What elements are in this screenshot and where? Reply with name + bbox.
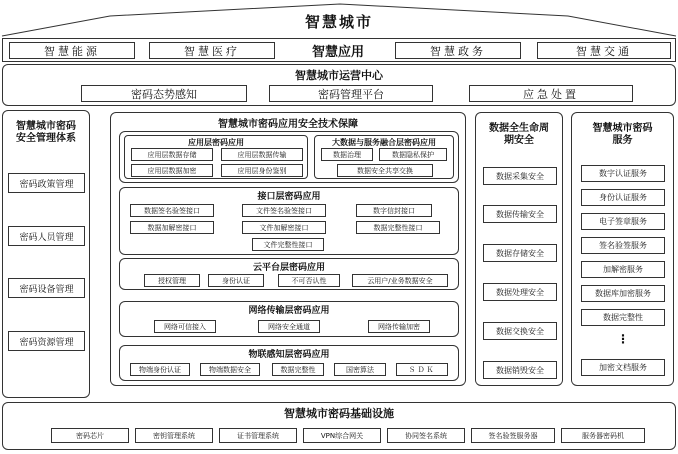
domain-application: 智慧应用: [311, 45, 364, 60]
data-lifecycle-title: 数据全生命周 期安全: [489, 122, 549, 146]
iot-layer-title: 物联感知层密码应用: [248, 350, 330, 360]
personnel-management: 密码人员管理: [8, 226, 85, 246]
bigdata-box: [314, 135, 454, 179]
digital-cert-service: 数字认证服务: [581, 165, 665, 182]
cloud-layer-box: [119, 258, 459, 290]
data-integrity-interface: 数据完整性接口: [356, 221, 440, 234]
app-identity-auth: 应用层身份鉴别: [221, 164, 303, 177]
vpn-gateway: VPN综合网关: [303, 428, 381, 443]
data-exchange-security: 数据交换安全: [483, 322, 557, 340]
data-transfer-security: 数据传输安全: [483, 205, 557, 223]
encrypted-doc-service: 加密文档服务: [581, 359, 665, 376]
non-repudiation: 不可否认性: [278, 274, 340, 287]
cloud-identity-auth: 身份认证: [208, 274, 264, 287]
file-sign-verify-interface: 文件签名验签接口: [242, 204, 326, 217]
server-crypto-machine: 服务器密码机: [561, 428, 645, 443]
sign-verify-service: 签名验签服务: [581, 237, 665, 254]
domain-traffic: 智慧交通: [537, 42, 671, 59]
ops-management-platform: 密码管理平台: [269, 85, 433, 102]
crypto-chip: 密码芯片: [51, 428, 129, 443]
crypto-services-panel: [571, 112, 674, 386]
app-layer-title: 应用层密码应用: [188, 137, 244, 147]
app-bigdata-group: [119, 131, 459, 183]
file-integrity-interface: 文件完整性接口: [252, 238, 324, 251]
collaborative-signing-system: 协同签名系统: [387, 428, 465, 443]
data-lifecycle-panel: [475, 112, 563, 386]
network-layer-title: 网络传输层密码应用: [248, 306, 330, 316]
data-privacy: 数据隐私保护: [379, 148, 447, 161]
data-destruction-security: 数据销毁安全: [483, 361, 557, 379]
app-layer-box: [124, 135, 308, 179]
ops-center-panel: [2, 64, 676, 106]
data-integrity-service: 数据完整性: [581, 309, 665, 326]
domain-bar: [2, 38, 676, 62]
app-data-storage: 应用层数据存储: [131, 148, 213, 161]
infrastructure-title: 智慧城市密码基础设施: [284, 407, 394, 420]
tech-guarantee-panel: [110, 112, 466, 386]
data-collection-security: 数据采集安全: [483, 167, 557, 185]
trusted-network-access: 网络可信接入: [154, 320, 216, 333]
iot-data-integrity: 数据完整性: [272, 363, 324, 376]
app-data-transfer: 应用层数据传输: [221, 148, 303, 161]
smart-city-title: 智慧城市: [304, 12, 373, 31]
security-management-title: 智慧城市密码 安全管理体系: [16, 120, 76, 144]
crypto-services-title: 智慧城市密码 服务: [592, 122, 653, 146]
network-transport-encryption: 网络传输加密: [368, 320, 430, 333]
data-sharing-exchange: 数据安全共享交换: [337, 164, 433, 177]
ops-center-title: 智慧城市运营中心: [295, 69, 383, 82]
encrypt-decrypt-service: 加解密服务: [581, 261, 665, 278]
vertical-ellipsis-icon: ⋮: [617, 332, 629, 346]
iot-layer-box: [119, 345, 459, 381]
ops-emergency-response: 应急处置: [469, 85, 633, 102]
sign-verify-server: 签名验签服务器: [471, 428, 555, 443]
data-encrypt-interface: 数据加解密接口: [130, 221, 214, 234]
identity-auth-service: 身份认证服务: [581, 189, 665, 206]
data-sign-verify-interface: 数据签名验签接口: [130, 204, 214, 217]
domain-energy: 智慧能源: [9, 42, 135, 59]
network-layer-box: [119, 301, 459, 337]
device-management: 密码设备管理: [8, 278, 85, 298]
bigdata-title: 大数据与服务融合层密码应用: [332, 137, 436, 147]
interface-layer-title: 接口层密码应用: [257, 191, 321, 201]
key-management-system: 密钥管理系统: [135, 428, 213, 443]
e-seal-service: 电子签章服务: [581, 213, 665, 230]
policy-management: 密码政策管理: [8, 173, 85, 193]
data-governance: 数据治理: [321, 148, 373, 161]
device-identity-auth: 物端身份认证: [130, 363, 190, 376]
cloud-user-data-security: 云用户/业务数据安全: [352, 274, 448, 287]
data-processing-security: 数据处理安全: [483, 283, 557, 301]
device-data-security: 物端数据安全: [200, 363, 260, 376]
sdk-box: ＳＤＫ: [396, 363, 448, 376]
network-secure-channel: 网络安全通道: [258, 320, 320, 333]
cloud-layer-title: 云平台层密码应用: [252, 262, 325, 272]
resource-management: 密码资源管理: [8, 331, 85, 351]
ops-situation-awareness: 密码态势感知: [81, 85, 247, 102]
app-data-encryption: 应用层数据加密: [131, 164, 213, 177]
domain-government: 智慧政务: [395, 42, 521, 59]
file-encrypt-interface: 文件加解密接口: [242, 221, 326, 234]
authorization-management: 授权管理: [144, 274, 200, 287]
digital-envelope-interface: 数字信封接口: [356, 204, 432, 217]
infrastructure-panel: [2, 402, 676, 450]
interface-layer-box: [119, 187, 459, 255]
tech-guarantee-title: 智慧城市密码应用安全技术保障: [218, 118, 358, 129]
data-storage-security: 数据存储安全: [483, 244, 557, 262]
national-crypto-algorithm: 国密算法: [334, 363, 386, 376]
security-management-panel: [2, 110, 90, 398]
database-encrypt-service: 数据库加密服务: [581, 285, 665, 302]
cert-management-system: 证书管理系统: [219, 428, 297, 443]
domain-medical: 智慧医疗: [149, 42, 275, 59]
